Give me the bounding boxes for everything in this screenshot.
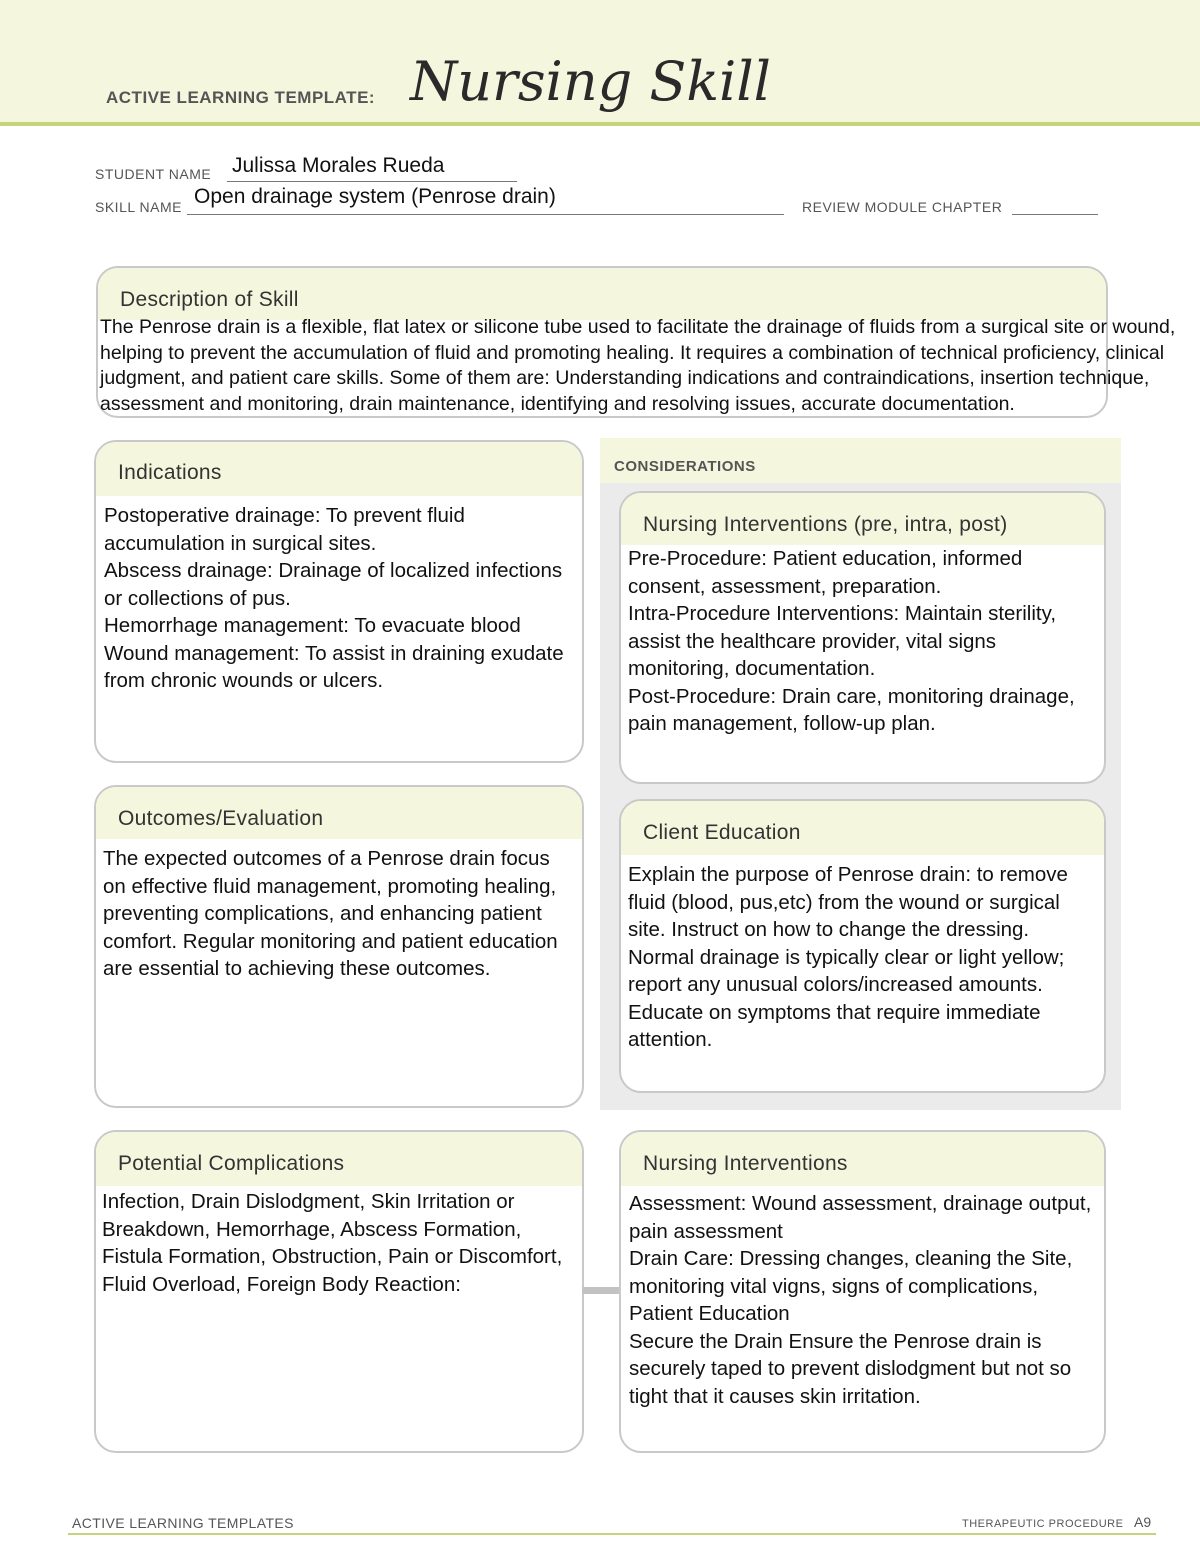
student-name-label: STUDENT NAME <box>95 166 212 182</box>
client-education-text[interactable]: Explain the purpose of Penrose drain: to remove fluid (blood, pus,etc) from the wound or surgical site. Instruct on how to change the dressing. Normal drainage is typically clear or light yellow; report any unusual colors/increased amounts. Educate on symptoms that require immediate attention. <box>628 863 1068 1051</box>
indications-box <box>94 440 584 763</box>
nursing-interventions-pip-box <box>619 491 1106 784</box>
skill-name-value[interactable]: Open drainage system (Penrose drain) <box>194 185 556 208</box>
nursing-interventions-pip-title: Nursing Interventions (pre, intra, post) <box>643 513 1008 536</box>
client-education-title: Client Education <box>643 821 801 844</box>
description-title: Description of Skill <box>120 288 299 311</box>
skill-name-label: SKILL NAME <box>95 199 182 215</box>
nursing-interventions-text[interactable]: Assessment: Wound assessment, drainage output, pain assessment Drain Care: Dressing changes, cleaning the Site, monitoring vital vigns, signs of complications, Patient Education Secure the Drain Ensure the Penrose drain is securely taped to prevent dislodgment but not so tight that it causes skin irritation. <box>629 1192 1092 1408</box>
complications-title: Potential Complications <box>118 1152 345 1175</box>
description-text[interactable]: The Penrose drain is a flexible, flat latex or silicone tube used to facilitate the drainage of fluids from a surgical site or wound, helping to prevent the accumulation of fluid and promoting healing. It requires a combination of technical proficiency, clinical judgment, and patient care skills. Some of them are: Understanding indications and contraindications, insertion technique, assessment and monitoring, drain maintenance, identifying and resolving issues, accurate documentation. <box>100 316 1176 415</box>
outcomes-title: Outcomes/Evaluation <box>118 807 324 830</box>
student-name-value[interactable]: Julissa Morales Rueda <box>232 154 445 177</box>
complications-box <box>94 1130 584 1453</box>
footer-rule <box>68 1533 1156 1535</box>
box-connector <box>582 1287 620 1294</box>
client-education-box <box>619 799 1106 1093</box>
considerations-label: CONSIDERATIONS <box>614 458 756 475</box>
nursing-interventions-title: Nursing Interventions <box>643 1152 848 1175</box>
nursing-interventions-box <box>619 1130 1106 1453</box>
review-module-line[interactable] <box>1012 195 1098 215</box>
footer-right-label: THERAPEUTIC PROCEDURE <box>962 1518 1124 1530</box>
header-rule <box>0 122 1200 126</box>
footer-page-number: A9 <box>1134 1514 1152 1530</box>
indications-title: Indications <box>118 461 222 484</box>
outcomes-box <box>94 785 584 1108</box>
nursing-interventions-pip-text[interactable]: Pre-Procedure: Patient education, informed consent, assessment, preparation. Intra-Procedure Interventions: Maintain sterility, assist the healthcare provider, vital signs monitoring, documentation. Post-Procedure: Drain care, monitoring drainage, pain management, follow-up plan. <box>628 547 1075 735</box>
template-label: ACTIVE LEARNING TEMPLATE: <box>106 88 376 107</box>
outcomes-text[interactable]: The expected outcomes of a Penrose drain focus on effective fluid management, promoting healing, preventing complications, and enhancing patient comfort. Regular monitoring and patient education are essential to achieving these outcomes. <box>103 847 558 980</box>
template-title: Nursing Skill <box>410 50 771 113</box>
footer-left-label: ACTIVE LEARNING TEMPLATES <box>72 1515 294 1531</box>
complications-text[interactable]: Infection, Drain Dislodgment, Skin Irritation or Breakdown, Hemorrhage, Abscess Formation, Fistula Formation, Obstruction, Pain or Discomfort, Fluid Overload, Foreign Body Reaction: <box>102 1190 563 1296</box>
review-module-label: REVIEW MODULE CHAPTER <box>802 199 1003 215</box>
indications-text[interactable]: Postoperative drainage: To prevent fluid accumulation in surgical sites. Abscess drainage: Drainage of localized infections or collections of pus. Hemorrhage management: To evacuate blood Wound management: To assist in draining exudate from chronic wounds or ulcers. <box>104 504 564 692</box>
